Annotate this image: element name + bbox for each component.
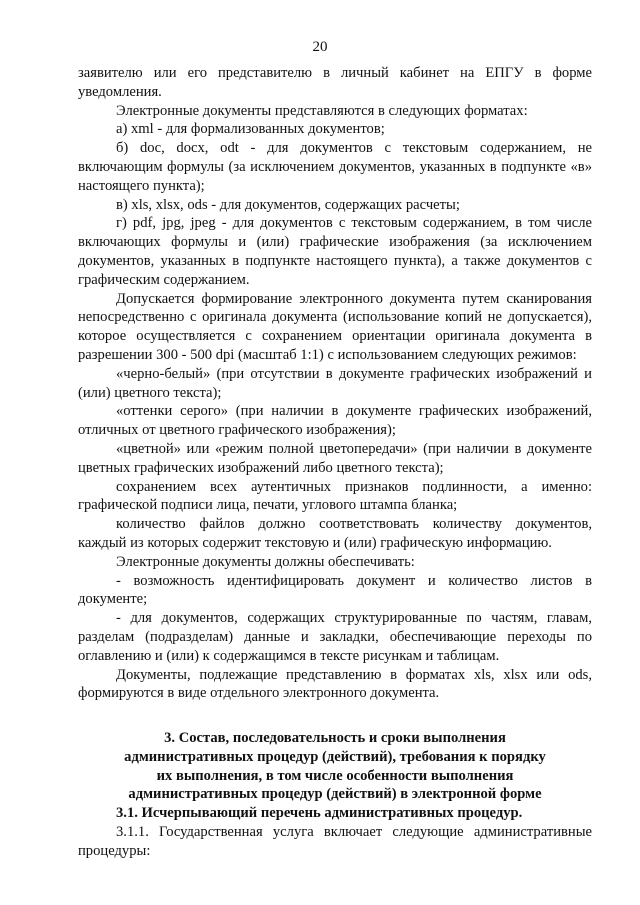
list-item: а) xml - для формализованных документов; [116,121,385,138]
list-item: - возможность идентифицировать документ и количество листов в документе; [78,572,592,608]
list-item: б) doc, docx, odt - для документов с текстовым содержанием, не включающим формулы (за исключением документов, указанных в подпункте «в» настоящего пункта); [78,140,592,194]
paragraph: 3.1.1. Государственная услуга включает следующие административные процедуры: [78,824,592,859]
paragraph: Электронные документы представляются в следующих форматах: [116,102,528,119]
list-item: количество файлов должно соответствовать количеству документов, каждый из которых содержит текстовую и (или) графическую информацию. [78,516,592,551]
list-item: сохранением всех аутентичных признаков подлинности, а именно: графической подписи лица, печати, углового штампа бланка; [78,478,592,514]
paragraph: заявителю или его представителю в личный кабинет на ЕПГУ в форме уведомления. [78,65,592,100]
list-item: в) xls, xlsx, ods - для документов, содержащих расчеты; [116,196,460,213]
list-item: «оттенки серого» (при наличии в документе графических изображений, отличных от цветного графического изображения); [78,403,592,439]
paragraph: Документы, подлежащие представлению в форматах xls, xlsx или ods, формируются в виде отдельного электронного документа. [78,666,592,702]
section-heading-line: административных процедур (действий) в электронной форме [128,786,542,803]
section-heading-line: 3. Состав, последовательность и сроки выполнения [164,730,506,747]
page-number: 20 [312,39,328,55]
list-item: «черно-белый» (при отсутствии в документе графических изображений и (или) цветного текста); [78,365,592,401]
list-item: - для документов, содержащих структурированные по частям, главам, разделам (подразделам) данные и закладки, обеспечивающие переходы по оглавлению и (или) к содержащимся в тексте рисункам и таблицам. [78,610,592,664]
section-heading [78,729,592,804]
list-item: г) pdf, jpg, jpeg - для документов с текстовым содержанием, в том числе включающих формулы и (или) графические изображения (за исключением документов, указанных в подпункте настоящего пункта), а также документов с графическим содержанием. [78,215,592,288]
paragraph: Допускается формирование электронного документа путем сканирования непосредственно с оригинала документа (использование копий не допускается), которое осуществляется с сохранением ориентации оригинала документа в разрешении 300 - 500 dpi (масштаб 1:1) с использованием следующих режимов: [78,290,592,363]
document-body [78,64,592,861]
section-heading-line: административных процедур (действий), требования к порядку [124,748,546,765]
list-item: «цветной» или «режим полной цветопередачи» (при наличии в документе цветных графических изображений либо цветного текста); [78,440,592,476]
paragraph: Электронные документы должны обеспечивать: [116,553,415,570]
section-heading-line: их выполнения, в том числе особенности выполнения [156,767,514,784]
subsection-heading: 3.1. Исчерпывающий перечень административных процедур. [116,805,523,822]
